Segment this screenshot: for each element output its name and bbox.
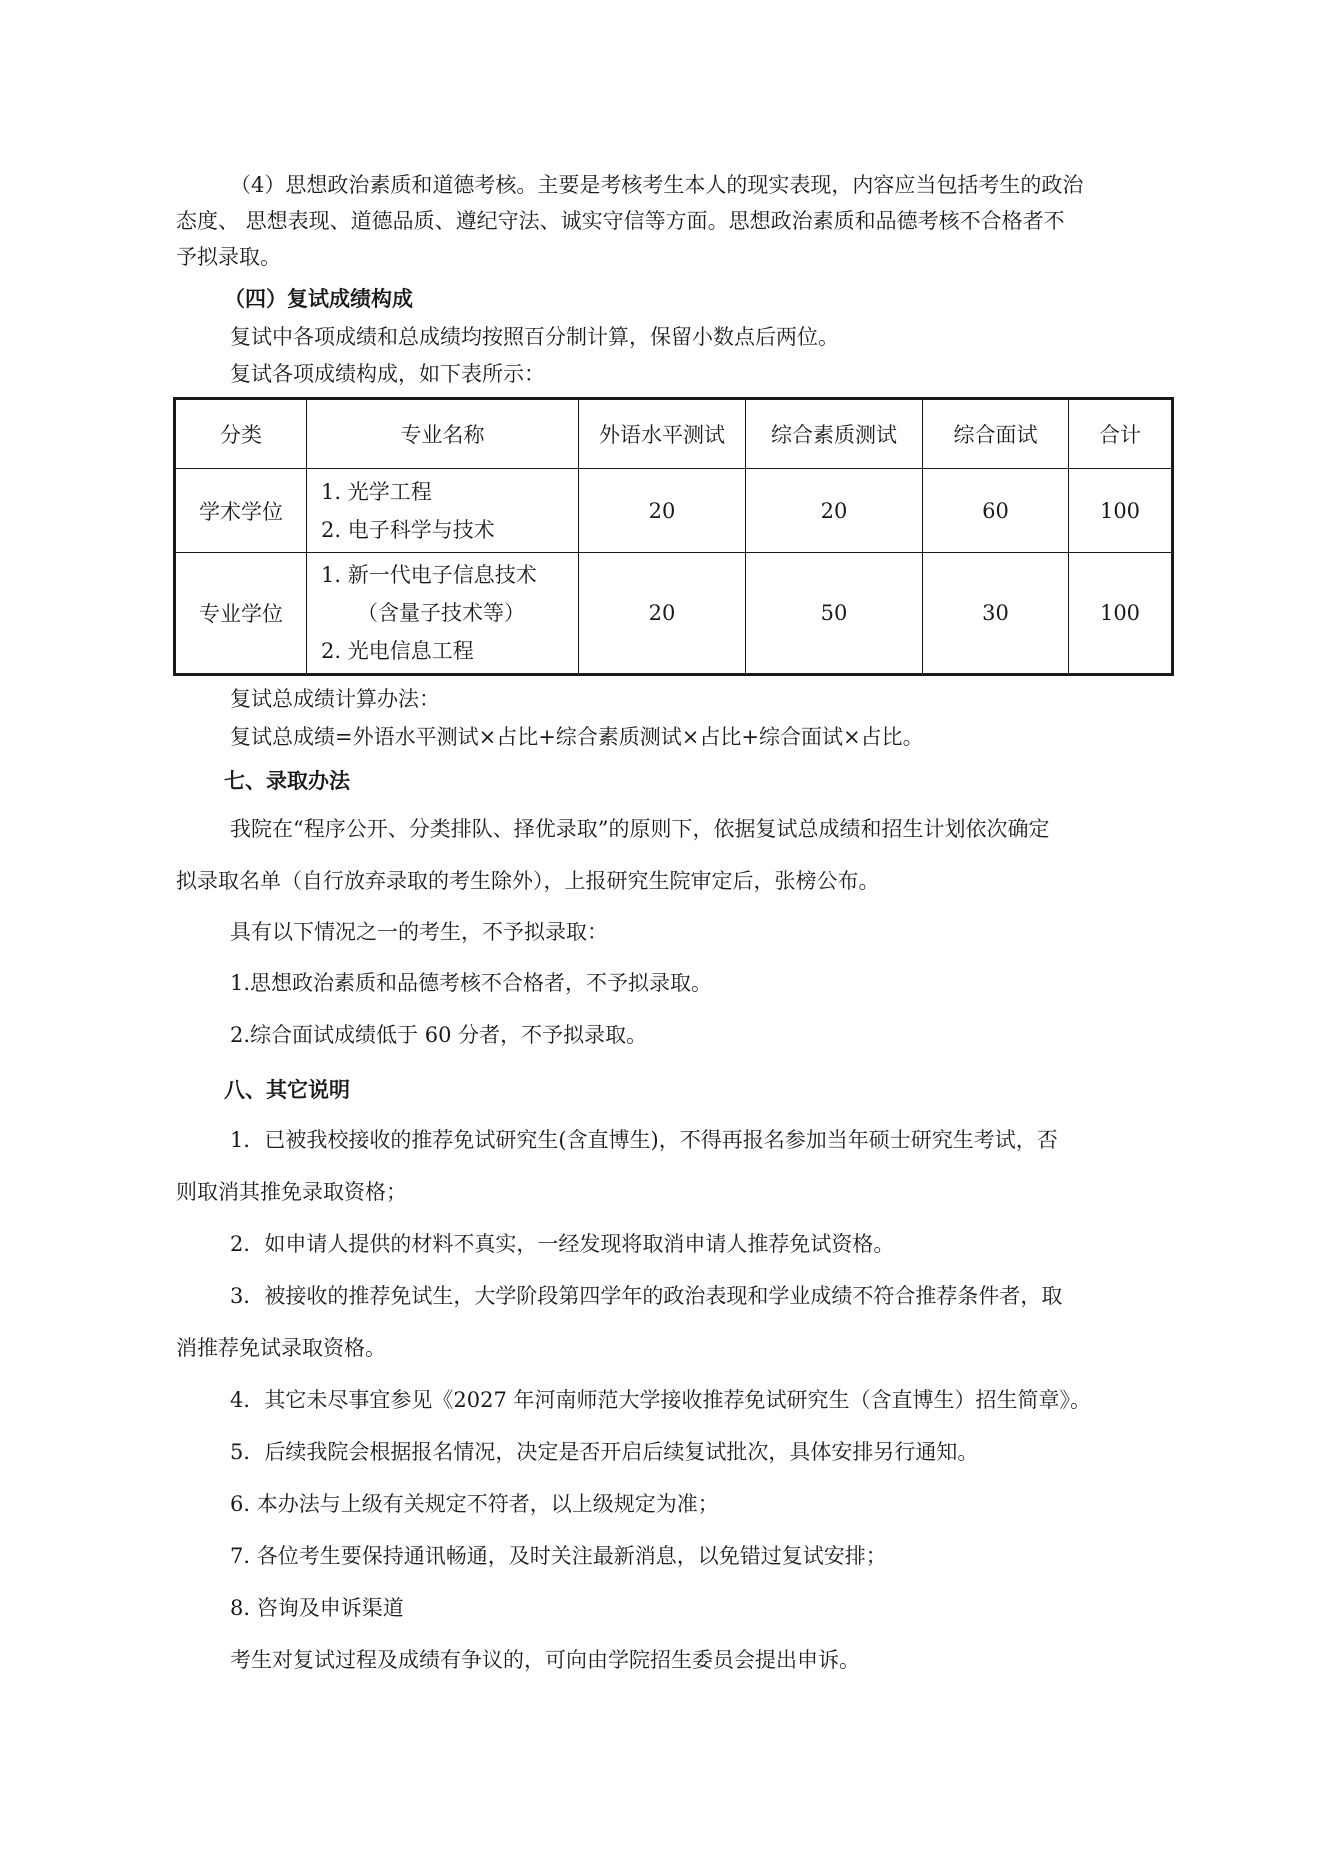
header-total: 合计 (1069, 399, 1173, 469)
major-item: 2. 光电信息工程 (321, 639, 474, 663)
header-category: 分类 (175, 399, 307, 469)
section8-item3-line2: 消推荐免试录取资格。 (176, 1336, 386, 1360)
para4-line1: （4）思想政治素质和道德考核。主要是考核考生本人的现实表现，内容应当包括考生的政治 (230, 173, 1084, 197)
section8-item2: 2．如申请人提供的材料不真实，一经发现将取消申请人推荐免试资格。 (230, 1232, 895, 1256)
row-category: 学术学位 (175, 469, 307, 553)
section7-heading: 七、录取办法 (224, 769, 350, 793)
row-category: 专业学位 (175, 553, 307, 675)
row-quality-score: 50 (746, 553, 923, 675)
section8-heading: 八、其它说明 (224, 1078, 350, 1102)
row-majors (307, 469, 579, 553)
section8-item1-line1: 1．已被我校接收的推荐免试研究生(含直博生)，不得再报名参加当年硕士研究生考试，否 (230, 1128, 1058, 1152)
major-item: 2. 电子科学与技术 (321, 517, 495, 542)
row-interview-score: 60 (923, 469, 1069, 553)
row-majors (307, 553, 579, 675)
section7-item2: 2.综合面试成绩低于 60 分者，不予拟录取。 (230, 1023, 648, 1047)
section8-item7: 7. 各位考生要保持通讯畅通，及时关注最新消息，以免错过复试安排； (230, 1544, 887, 1568)
section8-item1-line2: 则取消其推免录取资格； (176, 1180, 407, 1204)
section8-item8: 8. 咨询及申诉渠道 (230, 1596, 404, 1620)
section4-line2: 复试各项成绩构成，如下表所示： (230, 362, 545, 386)
section4-heading: （四）复试成绩构成 (224, 287, 413, 311)
header-foreign-language: 外语水平测试 (579, 399, 746, 469)
table-row (175, 469, 1173, 553)
major-item: 1. 光学工程 (321, 479, 432, 504)
header-comprehensive-quality: 综合素质测试 (746, 399, 923, 469)
para4-line3: 予拟录取。 (176, 245, 281, 269)
header-interview: 综合面试 (923, 399, 1069, 469)
section7-line1: 我院在“程序公开、分类排队、择优录取”的原则下，依据复试总成绩和招生计划依次确定 (230, 817, 1050, 841)
section8-closing: 考生对复试过程及成绩有争议的，可向由学院招生委员会提出申诉。 (230, 1648, 860, 1672)
section4-line1: 复试中各项成绩和总成绩均按照百分制计算，保留小数点后两位。 (230, 325, 839, 349)
major-item-note: （含量子技术等） (357, 601, 525, 625)
row-foreign-score: 20 (579, 553, 746, 675)
row-total-score: 100 (1069, 553, 1173, 675)
section8-item5: 5．后续我院会根据报名情况，决定是否开启后续复试批次，具体安排另行通知。 (230, 1440, 979, 1464)
major-item: 1. 新一代电子信息技术 (321, 563, 537, 587)
table-header-row (175, 399, 1173, 469)
score-composition-table (173, 397, 1174, 676)
formula-line1: 复试总成绩计算办法： (230, 687, 440, 711)
row-total-score: 100 (1069, 469, 1173, 553)
table-row (175, 553, 1173, 675)
section7-line3: 具有以下情况之一的考生，不予拟录取： (230, 920, 608, 944)
formula-line2: 复试总成绩=外语水平测试×占比+综合素质测试×占比+综合面试×占比。 (230, 725, 924, 749)
header-major: 专业名称 (307, 399, 579, 469)
section7-item1: 1.思想政治素质和品德考核不合格者，不予拟录取。 (230, 971, 713, 995)
section8-item4: 4．其它未尽事宜参见《2027 年河南师范大学接收推荐免试研究生（含直博生）招生简章》。 (230, 1388, 1091, 1412)
section8-item6: 6. 本办法与上级有关规定不符者，以上级规定为准； (230, 1492, 719, 1516)
section8-item3-line1: 3．被接收的推荐免试生，大学阶段第四学年的政治表现和学业成绩不符合推荐条件者，取 (230, 1284, 1063, 1308)
row-quality-score: 20 (746, 469, 923, 553)
section7-line2: 拟录取名单（自行放弃录取的考生除外），上报研究生院审定后，张榜公布。 (176, 869, 880, 893)
row-interview-score: 30 (923, 553, 1069, 675)
para4-line2: 态度、 思想表现、道德品质、遵纪守法、诚实守信等方面。思想政治素质和品德考核不合格者不 (176, 209, 1065, 233)
row-foreign-score: 20 (579, 469, 746, 553)
